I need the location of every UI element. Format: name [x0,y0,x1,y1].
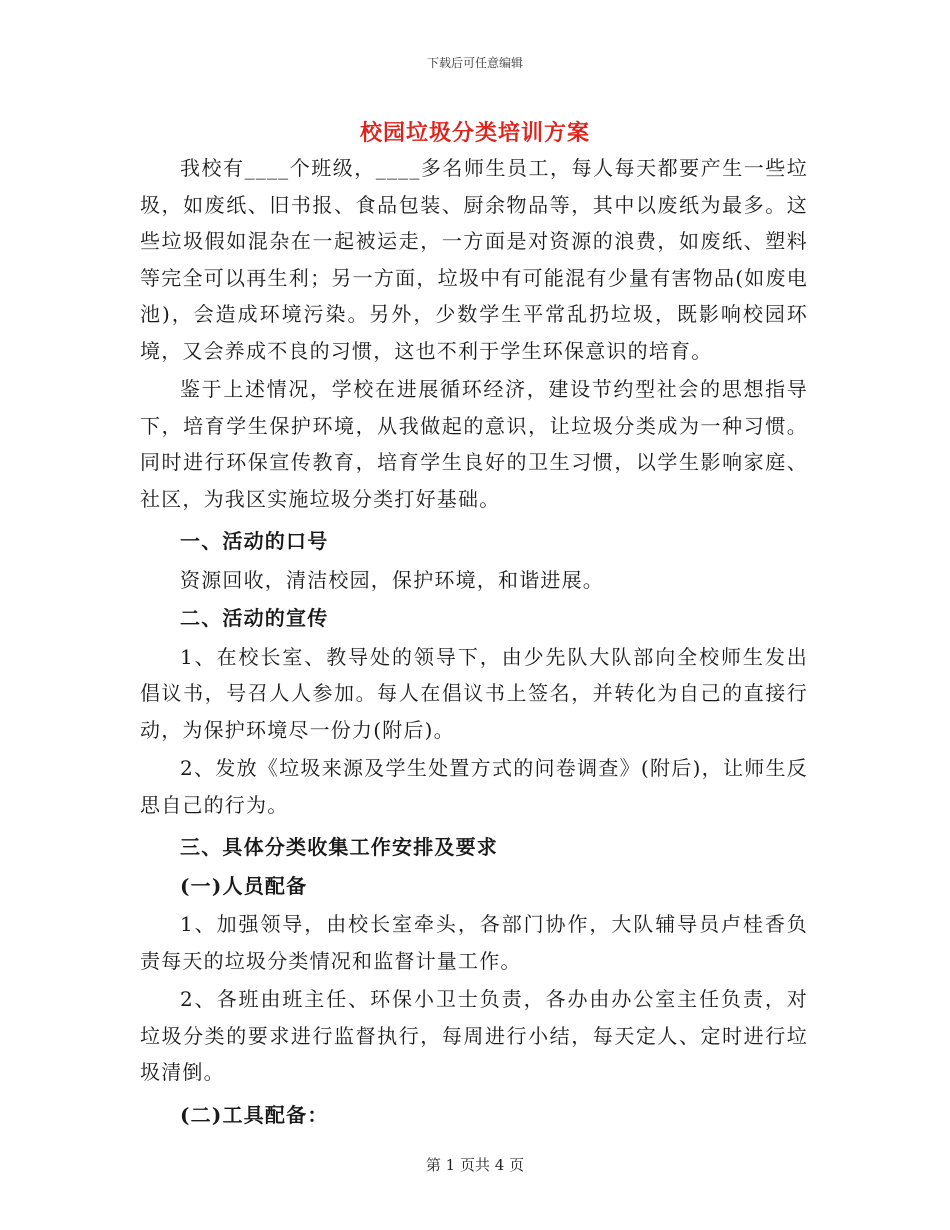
paragraph-rationale: 鉴于上述情况，学校在进展循环经济，建设节约型社会的思想指导下，培育学生保护环境，从我做起的意识，让垃圾分类成为一种习惯。同时进行环保宣传教育，培育学生良好的卫生习惯，以学生影响家庭、社区，为我区实施垃圾分类打好基础。 [140,377,808,511]
paragraph-publicity-1: 1、在校长室、教导处的领导下，由少先队大队部向全校师生发出倡议书，号召人人参加。每人在倡议书上签名，并转化为自己的直接行动，为保护环境尽一份力(附后)。 [140,644,808,742]
header-note: 下载后可任意编辑 [426,56,523,70]
page-number-footer: 第 1 页共 4 页 [425,1156,525,1174]
paragraph-slogan: 资源回收，清洁校园，保护环境，和谐进展。 [180,567,604,592]
subsection-heading-staffing: (一)人员配备 [180,873,308,898]
section-heading-arrangement: 三、具体分类收集工作安排及要求 [180,835,498,859]
paragraph-intro: 我校有____个班级，____多名师生员工，每人每天都要产生一些垃圾，如废纸、旧书报、食品包装、厨余物品等，其中以废纸为最多。这些垃圾假如混杂在一起被运走，一方面是对资源的浪费，如废纸、塑料等完全可以再生利；另一方面，垃圾中有可能混有少量有害物品(如废电池)，会造成环境污染。另外，少数学生平常乱扔垃圾，既影响校园环境，又会养成不良的习惯，这也不利于学生环保意识的培育。 [140,156,808,363]
section-heading-slogan: 一、活动的口号 [180,529,329,553]
paragraph-staffing-1: 1、加强领导，由校长室牵头，各部门协作，大队辅导员卢桂香负责每天的垃圾分类情况和监督计量工作。 [140,912,808,973]
paragraph-staffing-2: 2、各班由班主任、环保小卫士负责，各办由办公室主任负责，对垃圾分类的要求进行监督执行，每周进行小结，每天定人、定时进行垃圾清倒。 [140,987,808,1084]
paragraph-publicity-2: 2、发放《垃圾来源及学生处置方式的问卷调查》(附后)，让师生反思自己的行为。 [140,756,808,817]
subsection-heading-tools: (二)工具配备： [180,1102,329,1127]
section-heading-publicity: 二、活动的宣传 [180,606,329,630]
document-body [140,150,808,1135]
document-title: 校园垃圾分类培训方案 [359,120,590,146]
